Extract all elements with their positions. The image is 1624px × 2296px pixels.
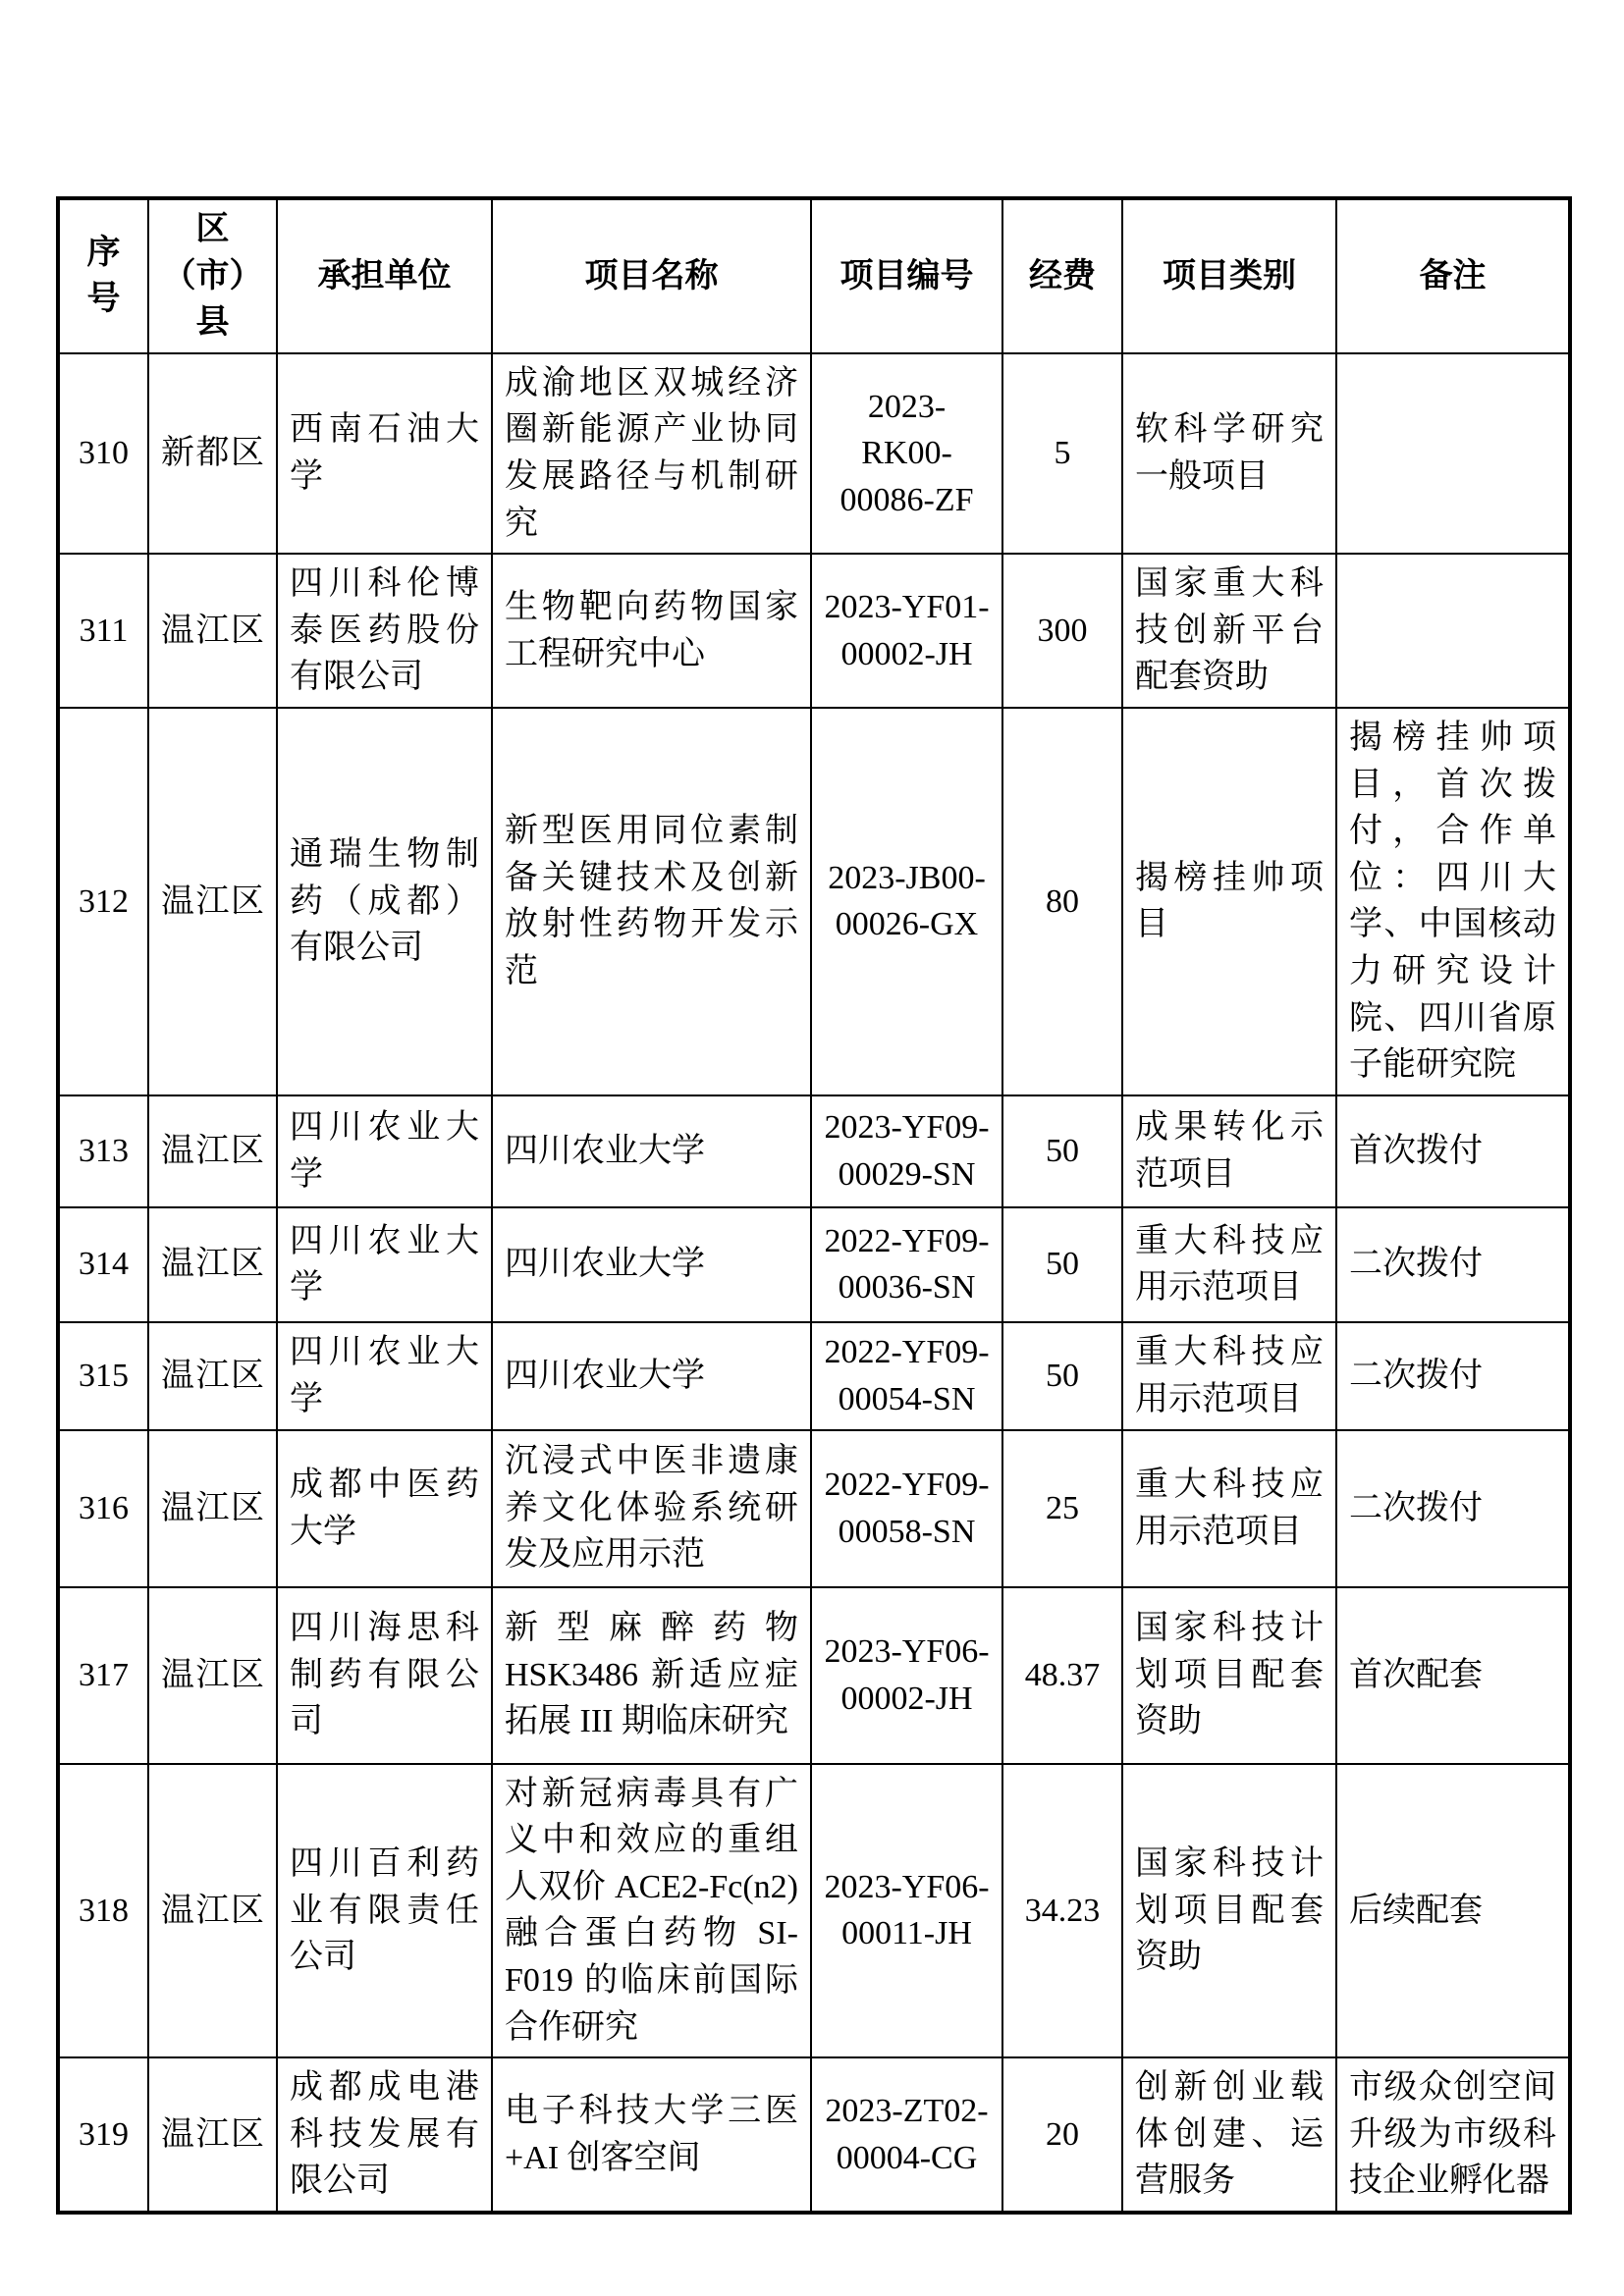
cell-fund: 50 — [1002, 1095, 1122, 1207]
cell-project-name: 四川农业大学 — [492, 1207, 811, 1322]
cell-project-code: 2023-JB00-00026-GX — [811, 708, 1002, 1095]
cell-note: 揭榜挂帅项目，首次拨付，合作单位：四川大学、中国核动力研究设计院、四川省原子能研究院 — [1336, 708, 1570, 1095]
cell-no: 318 — [58, 1764, 148, 2058]
col-header-fund: 经费 — [1002, 198, 1122, 353]
cell-fund: 48.37 — [1002, 1587, 1122, 1764]
cell-unit: 四川科伦博泰医药股份有限公司 — [277, 554, 492, 708]
col-header-note: 备注 — [1336, 198, 1570, 353]
table-row — [58, 1587, 1570, 1764]
cell-note: 二次拨付 — [1336, 1322, 1570, 1430]
cell-project-code: 2022-YF09-00036-SN — [811, 1207, 1002, 1322]
cell-category: 重大科技应用示范项目 — [1122, 1430, 1336, 1587]
cell-fund: 34.23 — [1002, 1764, 1122, 2058]
cell-note — [1336, 554, 1570, 708]
cell-note: 市级众创空间升级为市级科技企业孵化器 — [1336, 2057, 1570, 2213]
cell-unit: 四川农业大学 — [277, 1095, 492, 1207]
cell-district: 温江区 — [148, 2057, 277, 2213]
cell-no: 315 — [58, 1322, 148, 1430]
projects-table — [56, 196, 1572, 2215]
table-row — [58, 353, 1570, 554]
cell-project-name: 新型医用同位素制备关键技术及创新放射性药物开发示范 — [492, 708, 811, 1095]
cell-unit: 四川农业大学 — [277, 1322, 492, 1430]
cell-unit: 西南石油大学 — [277, 353, 492, 554]
cell-district: 温江区 — [148, 1587, 277, 1764]
cell-district: 新都区 — [148, 353, 277, 554]
cell-project-code: 2022-YF09-00054-SN — [811, 1322, 1002, 1430]
cell-category: 国家科技计划项目配套资助 — [1122, 1764, 1336, 2058]
cell-unit: 通瑞生物制药（成都）有限公司 — [277, 708, 492, 1095]
cell-category: 创新创业载体创建、运营服务 — [1122, 2057, 1336, 2213]
cell-category: 国家重大科技创新平台配套资助 — [1122, 554, 1336, 708]
cell-note: 二次拨付 — [1336, 1430, 1570, 1587]
cell-project-name: 四川农业大学 — [492, 1322, 811, 1430]
cell-project-code: 2023-RK00-00086-ZF — [811, 353, 1002, 554]
cell-unit: 四川百利药业有限责任公司 — [277, 1764, 492, 2058]
cell-category: 揭榜挂帅项目 — [1122, 708, 1336, 1095]
cell-district: 温江区 — [148, 708, 277, 1095]
cell-project-name: 四川农业大学 — [492, 1095, 811, 1207]
cell-fund: 50 — [1002, 1322, 1122, 1430]
cell-project-code: 2023-ZT02-00004-CG — [811, 2057, 1002, 2213]
col-header-category: 项目类别 — [1122, 198, 1336, 353]
col-header-unit: 承担单位 — [277, 198, 492, 353]
cell-district: 温江区 — [148, 554, 277, 708]
cell-district: 温江区 — [148, 1764, 277, 2058]
cell-note: 后续配套 — [1336, 1764, 1570, 2058]
cell-note: 二次拨付 — [1336, 1207, 1570, 1322]
header-row — [58, 198, 1570, 353]
cell-no: 314 — [58, 1207, 148, 1322]
cell-note: 首次拨付 — [1336, 1095, 1570, 1207]
cell-category: 重大科技应用示范项目 — [1122, 1322, 1336, 1430]
cell-fund: 20 — [1002, 2057, 1122, 2213]
cell-category: 国家科技计划项目配套资助 — [1122, 1587, 1336, 1764]
cell-district: 温江区 — [148, 1207, 277, 1322]
cell-category: 软科学研究一般项目 — [1122, 353, 1336, 554]
cell-fund: 25 — [1002, 1430, 1122, 1587]
cell-no: 313 — [58, 1095, 148, 1207]
cell-no: 312 — [58, 708, 148, 1095]
cell-category: 重大科技应用示范项目 — [1122, 1207, 1336, 1322]
cell-project-name: 生物靶向药物国家工程研究中心 — [492, 554, 811, 708]
cell-no: 317 — [58, 1587, 148, 1764]
cell-project-code: 2023-YF09-00029-SN — [811, 1095, 1002, 1207]
col-header-project-name: 项目名称 — [492, 198, 811, 353]
cell-district: 温江区 — [148, 1095, 277, 1207]
cell-fund: 50 — [1002, 1207, 1122, 1322]
cell-project-code: 2023-YF01-00002-JH — [811, 554, 1002, 708]
cell-project-name: 电子科技大学三医+AI 创客空间 — [492, 2057, 811, 2213]
table-row — [58, 1322, 1570, 1430]
table-row — [58, 1764, 1570, 2058]
cell-project-name: 新型麻醉药物 HSK3486 新适应症拓展 III 期临床研究 — [492, 1587, 811, 1764]
cell-fund: 80 — [1002, 708, 1122, 1095]
cell-district: 温江区 — [148, 1322, 277, 1430]
cell-project-name: 成渝地区双城经济圈新能源产业协同发展路径与机制研究 — [492, 353, 811, 554]
table-row — [58, 1430, 1570, 1587]
table-row — [58, 708, 1570, 1095]
cell-no: 319 — [58, 2057, 148, 2213]
cell-project-name: 沉浸式中医非遗康养文化体验系统研发及应用示范 — [492, 1430, 811, 1587]
cell-note — [1336, 353, 1570, 554]
cell-category: 成果转化示范项目 — [1122, 1095, 1336, 1207]
col-header-district: 区（市）县 — [148, 198, 277, 353]
cell-no: 311 — [58, 554, 148, 708]
table-row — [58, 554, 1570, 708]
cell-project-code: 2023-YF06-00002-JH — [811, 1587, 1002, 1764]
cell-project-code: 2023-YF06-00011-JH — [811, 1764, 1002, 2058]
cell-fund: 300 — [1002, 554, 1122, 708]
cell-project-name: 对新冠病毒具有广义中和效应的重组人双价 ACE2-Fc(n2) 融合蛋白药物 SI-F019 的临床前国际合作研究 — [492, 1764, 811, 2058]
cell-no: 316 — [58, 1430, 148, 1587]
cell-project-code: 2022-YF09-00058-SN — [811, 1430, 1002, 1587]
cell-note: 首次配套 — [1336, 1587, 1570, 1764]
cell-unit: 四川农业大学 — [277, 1207, 492, 1322]
cell-fund: 5 — [1002, 353, 1122, 554]
table-row — [58, 2057, 1570, 2213]
cell-unit: 成都成电港科技发展有限公司 — [277, 2057, 492, 2213]
cell-no: 310 — [58, 353, 148, 554]
cell-unit: 成都中医药大学 — [277, 1430, 492, 1587]
cell-district: 温江区 — [148, 1430, 277, 1587]
col-header-no: 序号 — [58, 198, 148, 353]
table-row — [58, 1095, 1570, 1207]
table-row — [58, 1207, 1570, 1322]
cell-unit: 四川海思科制药有限公司 — [277, 1587, 492, 1764]
col-header-project-code: 项目编号 — [811, 198, 1002, 353]
